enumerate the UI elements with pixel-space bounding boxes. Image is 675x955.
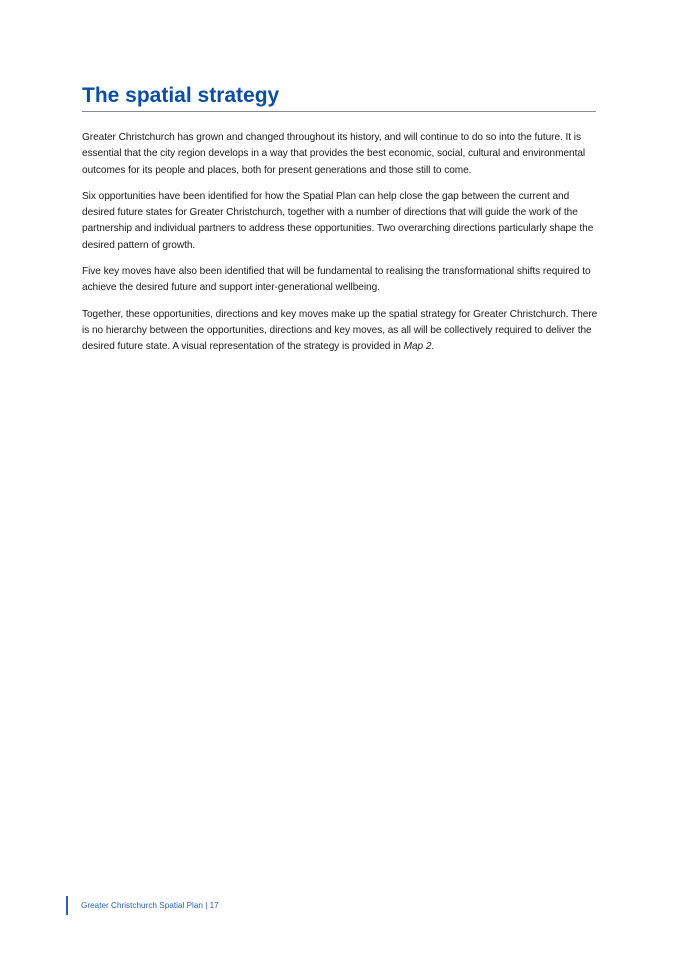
paragraph-4 — [82, 307, 598, 356]
page-title: The spatial strategy — [82, 82, 596, 112]
paragraph-2: Six opportunities have been identified for how the Spatial Plan can help close the gap between the current and desired future states for Greater Christchurch, together with a number of directions that will guide the work of the partnership and individual partners to address these opportunities. Two overarching directions particularly shape the desired pattern of growth. — [82, 190, 594, 251]
paragraph-1: Greater Christchurch has grown and changed throughout its history, and will continue to do so into the future. It is essential that the city region develops in a way that provides the best economic, social, cultural and environmental outcomes for its people and places, both for present generations and those still to come. — [82, 132, 586, 176]
body-text — [82, 130, 598, 366]
footer-accent-bar — [66, 896, 68, 915]
paragraph-4-end: . — [431, 341, 435, 353]
map-reference: Map 2 — [403, 341, 432, 353]
page-footer — [66, 896, 219, 915]
paragraph-3: Five key moves have also been identified that will be fundamental to realising the transformational shifts required to achieve the desired future and support inter-generational wellbeing. — [82, 266, 591, 294]
footer-text: Greater Christchurch Spatial Plan | 17 — [81, 901, 219, 910]
paragraph-4-text: Together, these opportunities, directions and key moves make up the spatial strategy for Greater Christchurch. There is no hierarchy between the opportunities, directions and key moves, as all will be collectively required to deliver the desired future state. A visual representation of the strategy is provided in — [82, 308, 598, 353]
